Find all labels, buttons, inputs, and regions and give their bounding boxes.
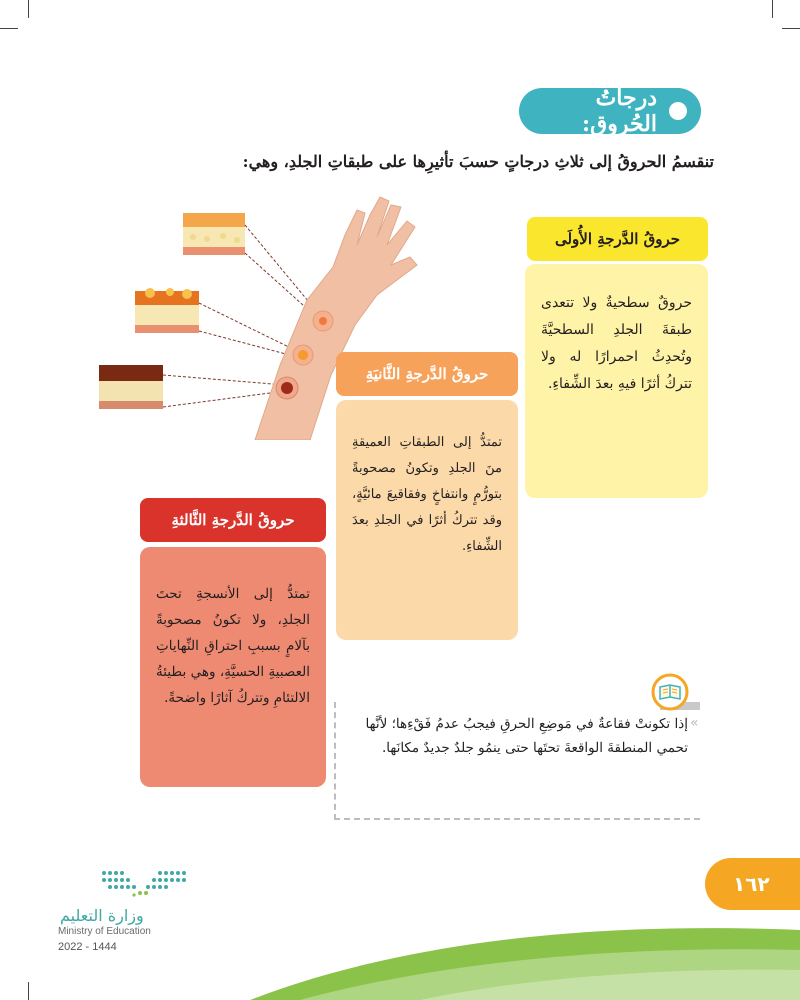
bullet-icon (669, 102, 687, 120)
second-degree-title: حروقُ الدَّرجةِ الثَّانيَةِ (336, 352, 518, 396)
skin-block-first-degree (183, 213, 245, 255)
crop-mark (772, 0, 773, 18)
note-chevron-icon: « (690, 715, 699, 731)
book-icon (651, 673, 689, 711)
first-degree-title: حروقُ الدَّرجةِ الأُولَى (527, 217, 708, 261)
crop-mark (0, 28, 18, 29)
note-text: إذا تكونتْ فقاعةٌ في مَوضِعِ الحرقِ فيجبُ عدمُ فَقْءِها؛ لأنَّها تحمي المنطقةَ الواقعةَ تحتَها حتى ينمُو جلدٌ جديدٌ مكانَها. (365, 716, 688, 756)
skin-block-second-degree (135, 288, 199, 333)
crop-mark (28, 0, 29, 18)
section-title (519, 85, 701, 137)
crop-mark (782, 28, 800, 29)
section-title-text: درجاتُ الحُروق: (582, 85, 657, 137)
skin-block-third-degree (99, 365, 163, 409)
page-number: ١٦٢ (705, 858, 800, 910)
third-degree-title: حروقُ الدَّرجةِ الثَّالثةِ (140, 498, 326, 542)
ministry-name-en: Ministry of Education (58, 926, 151, 937)
ministry-year: 2022 - 1444 (58, 941, 117, 953)
first-degree-body: حروقٌ سطحيةٌ ولا تتعدى طبقةَ الجلدِ السطحيَّةَ وتُحدِثُ احمرارًا له ولا تتركُ أثرًا فيهِ بعدَ الشِّفاءِ. (525, 264, 708, 498)
second-degree-body: تمتدُّ إلى الطبقاتِ العميقةِ منَ الجلدِ وتكونُ مصحوبةً بتورُّمٍ وانتفاخٍ وفقاقيعَ مائيَّةٍ، وقد تتركُ أثرًا في الجلدِ بعدَ الشِّفاءِ. (336, 400, 518, 640)
ministry-logo-icon (100, 867, 190, 899)
third-degree-body: تمتدُّ إلى الأنسجةِ تحتَ الجلدِ، ولا تكونُ مصحوبةً بآلامٍ بسببِ احتراقِ النِّهاياتِ العصبيةِ الحسيَّةِ، وهي بطيئةُ الالتئامِ وتتركُ آثارًا واضحةً. (140, 547, 326, 787)
ministry-name-ar: وزارة التعليم (60, 906, 144, 925)
intro-text: تنقسمُ الحروقُ إلى ثلاثِ درجاتٍ حسبَ تأثيرِها على طبقاتِ الجلدِ، وهي: (242, 152, 714, 171)
